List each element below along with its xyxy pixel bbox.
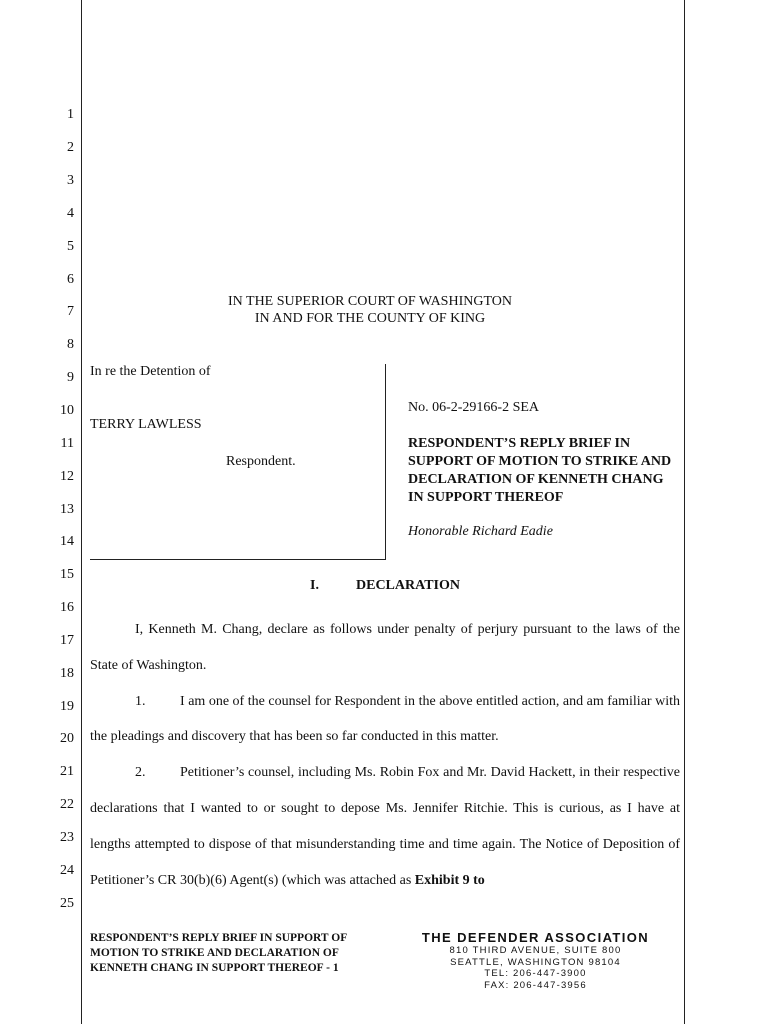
court-heading — [90, 293, 650, 327]
line-number: 15 — [60, 567, 74, 582]
line-number: 25 — [60, 896, 74, 911]
line-number: 12 — [60, 469, 74, 484]
organization-fax: FAX: 206-447-3956 — [484, 979, 587, 991]
line-number: 16 — [60, 600, 74, 615]
organization-name: THE DEFENDER ASSOCIATION — [421, 930, 650, 945]
line-number: 24 — [60, 863, 74, 878]
line-number: 18 — [60, 666, 74, 681]
line-number: 22 — [60, 797, 74, 812]
exhibit-reference: Exhibit 9 to — [414, 872, 485, 888]
line-number: 9 — [67, 370, 74, 385]
line-number: 13 — [60, 502, 74, 517]
organization-address-1: 810 THIRD AVENUE, SUITE 800 — [449, 945, 622, 956]
paragraph-1 — [90, 684, 680, 756]
court-line-2: IN AND FOR THE COUNTY OF KING — [254, 311, 486, 326]
party-name: TERRY LAWLESS — [90, 417, 202, 432]
line-number: 7 — [67, 304, 74, 319]
footer-title-line-3: KENNETH CHANG IN SUPPORT THEREOF - 1 — [90, 962, 339, 974]
line-number: 3 — [67, 173, 74, 188]
judge-name: Honorable Richard Eadie — [408, 524, 553, 539]
line-number: 23 — [60, 830, 74, 845]
right-margin-rule — [684, 0, 685, 1024]
paragraph-2 — [90, 755, 680, 898]
case-number: No. 06-2-29166-2 SEA — [408, 400, 540, 415]
court-line-1: IN THE SUPERIOR COURT OF WASHINGTON — [228, 294, 512, 309]
footer-title-line-2: MOTION TO STRIKE AND DECLARATION OF — [90, 947, 339, 959]
section-heading — [90, 578, 680, 594]
line-number: 1 — [67, 107, 74, 122]
footer-organization — [408, 930, 663, 991]
organization-address-2: SEATTLE, WASHINGTON 98104 — [450, 956, 621, 968]
line-number: 20 — [60, 731, 74, 746]
paragraph-1-text: I am one of the counsel for Respondent in the above entitled action, and am familiar with the pleadings and discovery that has been so far conducted in this matter. — [90, 693, 680, 745]
line-number: 17 — [60, 633, 74, 648]
document-body — [90, 612, 680, 898]
line-number: 2 — [67, 140, 74, 155]
paragraph-1-number: 1. — [135, 693, 146, 709]
paragraph-2-number: 2. — [135, 765, 146, 781]
footer-document-title — [90, 931, 390, 976]
organization-telephone: TEL: 206-447-3900 — [484, 968, 587, 979]
line-number: 5 — [67, 239, 74, 254]
line-number: 21 — [60, 764, 74, 779]
line-number: 8 — [67, 337, 74, 352]
line-number: 14 — [60, 534, 74, 549]
line-number: 19 — [60, 699, 74, 714]
line-numbers — [0, 0, 74, 1024]
caption-case-info — [408, 400, 678, 540]
intro-paragraph: I, Kenneth M. Chang, declare as follows under penalty of perjury pursuant to the laws of the State of Washington. — [90, 622, 680, 673]
line-number: 11 — [60, 436, 74, 451]
line-number: 4 — [67, 206, 74, 221]
party-role: Respondent. — [226, 454, 296, 469]
paragraph-2-text: Petitioner’s counsel, including Ms. Robin Fox and Mr. David Hackett, in their respective declarations that I wanted to or sought to depose Ms. Jennifer Ritchie. This is curious, as I have at lengths attempted to dispose of that misunderstanding time and time again. The Notice of Deposition of Petitioner’s CR 30(b)(6) Agent(s) (which was attached as — [90, 765, 680, 888]
caption-parties-box — [90, 364, 386, 560]
section-title: DECLARATION — [356, 578, 460, 593]
left-margin-rule — [81, 0, 82, 1024]
section-number: I. — [310, 578, 319, 593]
footer-title-line-1: RESPONDENT’S REPLY BRIEF IN SUPPORT OF — [90, 932, 348, 944]
document-title: RESPONDENT’S REPLY BRIEF IN SUPPORT OF MOTION TO STRIKE AND DECLARATION OF KENNETH CHANG IN SUPPORT THEREOF — [408, 436, 672, 505]
line-number: 6 — [67, 272, 74, 287]
line-number: 10 — [60, 403, 74, 418]
in-re-label: In re the Detention of — [90, 364, 211, 379]
